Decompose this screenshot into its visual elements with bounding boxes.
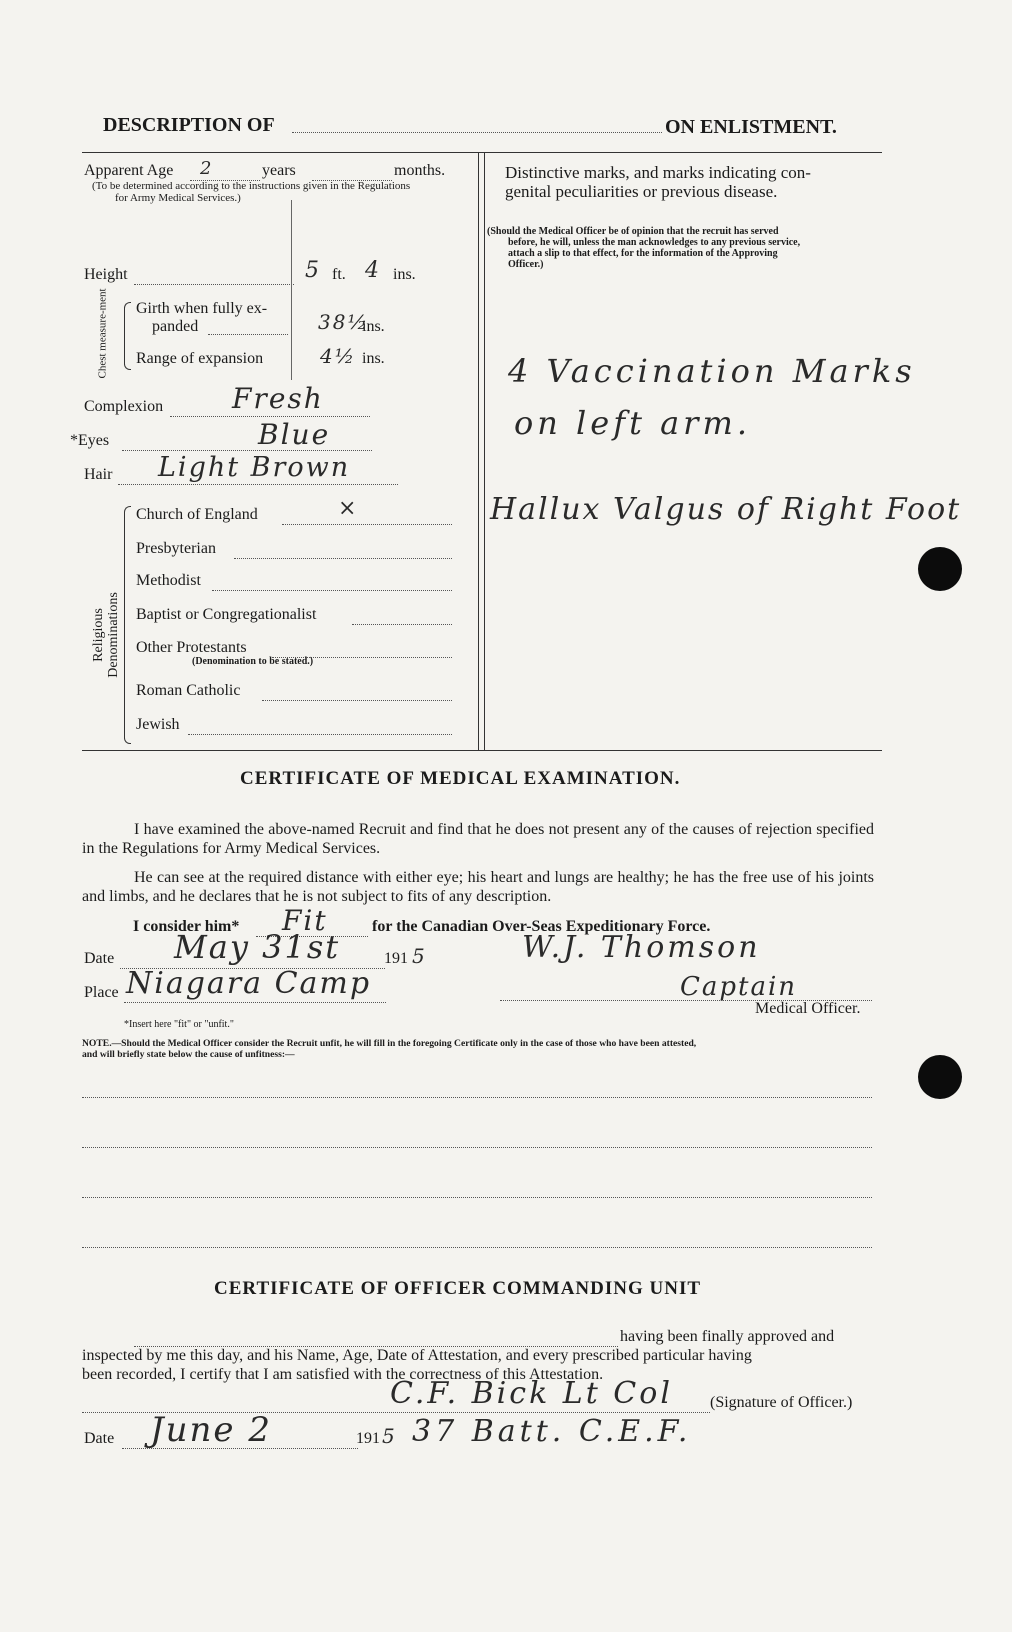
place-line xyxy=(124,1002,386,1003)
range-label: Range of expansion xyxy=(136,350,264,367)
force-label: for the Canadian Over-Seas Expeditionary Force. xyxy=(372,918,711,935)
commanding-year-suffix: 5 xyxy=(382,1424,397,1448)
place-value: Niagara Camp xyxy=(126,966,372,1001)
hair-label: Hair xyxy=(84,466,113,483)
marks-heading-2: genital peculiarities or previous disease. xyxy=(505,182,778,201)
religion-item-5: Roman Catholic xyxy=(136,682,241,699)
commanding-signature-label: (Signature of Officer.) xyxy=(710,1394,853,1411)
religion-item-0: Church of England xyxy=(136,506,258,523)
marks-entry-2: on left arm. xyxy=(514,404,751,442)
religion-line-0 xyxy=(282,524,452,525)
top-rule xyxy=(82,152,882,153)
eyes-line xyxy=(122,450,372,451)
girth-label-2: panded xyxy=(152,318,199,335)
consider-label: I consider him* xyxy=(133,918,240,935)
commanding-line-2: inspected by me this day, and his Name, Age, Date of Attestation, and every prescribed particular having xyxy=(82,1347,752,1364)
unfit-line-4 xyxy=(82,1247,872,1248)
complexion-value: Fresh xyxy=(232,382,324,415)
commanding-line-1: having been finally approved and xyxy=(620,1328,835,1345)
religion-line-5 xyxy=(262,700,452,701)
ins-label: ins. xyxy=(393,266,416,283)
hair-value: Light Brown xyxy=(158,452,351,483)
commanding-unit: 37 Batt. C.E.F. xyxy=(412,1414,692,1449)
medical-para-2: He can see at the required distance with either eye; his heart and lungs are healthy; he has the free use of his joints and limbs, and he declares that he is not subject to fits of any description. xyxy=(82,869,874,905)
medical-year-suffix: 5 xyxy=(412,944,427,968)
complexion-label: Complexion xyxy=(84,398,164,415)
religion-line-6 xyxy=(188,734,452,735)
age-value: 2 xyxy=(200,158,214,179)
religion-item-6: Jewish xyxy=(136,716,180,733)
medical-date-label: Date xyxy=(84,950,115,967)
medical-note-1: NOTE.—Should the Medical Officer consider the Recruit unfit, he will fill in the foregoing Certificate only in the case of those who have been attested, xyxy=(82,1038,697,1049)
consider-value: Fit xyxy=(282,904,328,937)
medical-year-prefix: 191 xyxy=(384,950,408,967)
column-divider-2 xyxy=(484,152,485,750)
measure-guide xyxy=(291,200,292,380)
girth-ins-label: ins. xyxy=(362,318,385,335)
commanding-signature: C.F. Bick Lt Col xyxy=(390,1376,673,1411)
religion-brace xyxy=(124,506,131,744)
marks-note-4: Officer.) xyxy=(508,259,544,270)
age-label: Apparent Age xyxy=(84,162,174,179)
medical-para-1: I have examined the above-named Recruit and find that he does not present any of the causes of rejection specified in the Regulations for Army Medical Services. xyxy=(82,821,874,857)
girth-label-1: Girth when fully ex- xyxy=(136,300,268,317)
header-left: DESCRIPTION OF xyxy=(103,114,275,136)
header-name-line xyxy=(292,132,662,133)
place-label: Place xyxy=(84,984,119,1001)
chest-side-label: Chest measure-ment xyxy=(96,288,109,379)
commanding-title: CERTIFICATE OF OFFICER COMMANDING UNIT xyxy=(214,1278,702,1299)
years-label: years xyxy=(262,162,296,179)
religion-side-label-2: Denominations xyxy=(106,592,121,678)
range-value: 4½ xyxy=(320,344,357,368)
commanding-year-prefix: 191 xyxy=(356,1430,380,1447)
religion-side-label xyxy=(91,575,121,695)
unfit-line-2 xyxy=(82,1147,872,1148)
religion-line-3 xyxy=(352,624,452,625)
column-divider xyxy=(478,152,479,750)
unfit-line-1 xyxy=(82,1097,872,1098)
marks-entry-3: Hallux Valgus of Right Foot xyxy=(490,492,962,527)
age-note-1: (To be determined according to the instructions given in the Regulations xyxy=(92,180,411,192)
commanding-date-label: Date xyxy=(84,1430,115,1447)
age-note-2: for Army Medical Services.) xyxy=(115,192,241,204)
marks-note-3: attach a slip to that effect, for the information of the Approving xyxy=(508,248,778,259)
religion-item-4: Other Protestants xyxy=(136,639,247,656)
height-in-value: 4 xyxy=(365,258,381,283)
religion-line-2 xyxy=(212,590,452,591)
unfit-line-3 xyxy=(82,1197,872,1198)
months-label: months. xyxy=(394,162,446,179)
marks-note-1: (Should the Medical Officer be of opinion that the recruit has served xyxy=(487,226,779,237)
religion-mark-0: × xyxy=(338,496,359,521)
commanding-line-3: been recorded, I certify that I am satisfied with the correctness of this Attestation. xyxy=(82,1366,604,1383)
marks-note-2: before, he will, unless the man acknowledges to any previous service, xyxy=(508,237,801,248)
religion-line-1 xyxy=(234,558,452,559)
eyes-label: *Eyes xyxy=(70,432,110,449)
marks-entry-1: 4 Vaccination Marks xyxy=(508,352,916,390)
header-right: ON ENLISTMENT. xyxy=(665,116,837,138)
marks-heading-1: Distinctive marks, and marks indicating con- xyxy=(505,163,811,182)
medical-officer-signature: W.J. Thomson xyxy=(522,930,761,965)
insert-note: *Insert here "fit" or "unfit." xyxy=(124,1019,234,1030)
medical-officer-label: Medical Officer. xyxy=(755,1000,861,1017)
height-label: Height xyxy=(84,266,128,283)
section-rule xyxy=(82,750,882,751)
chest-brace xyxy=(124,302,131,370)
religion-other-note: (Denomination to be stated.) xyxy=(192,656,314,667)
height-line xyxy=(134,284,294,285)
medical-title: CERTIFICATE OF MEDICAL EXAMINATION. xyxy=(240,768,681,789)
girth-value: 38½ xyxy=(318,310,369,334)
punch-hole-top xyxy=(918,547,962,591)
height-ft-value: 5 xyxy=(305,258,321,283)
range-ins-label: ins. xyxy=(362,350,385,367)
religion-item-1: Presbyterian xyxy=(136,540,216,557)
punch-hole-bottom xyxy=(918,1055,962,1099)
complexion-line xyxy=(170,416,370,417)
eyes-value: Blue xyxy=(258,418,331,451)
religion-side-label-1: Religious xyxy=(91,608,106,662)
religion-item-2: Methodist xyxy=(136,572,201,589)
medical-officer-rank: Captain xyxy=(680,972,798,1002)
girth-line xyxy=(208,334,288,335)
hair-line xyxy=(118,484,398,485)
medical-note-2: and will briefly state below the cause of unfitness:— xyxy=(82,1049,295,1060)
commanding-date-value: June 2 xyxy=(150,1410,272,1450)
medical-date-value: May 31st xyxy=(174,928,341,966)
ft-label: ft. xyxy=(332,266,346,283)
religion-item-3: Baptist or Congregationalist xyxy=(136,606,317,623)
